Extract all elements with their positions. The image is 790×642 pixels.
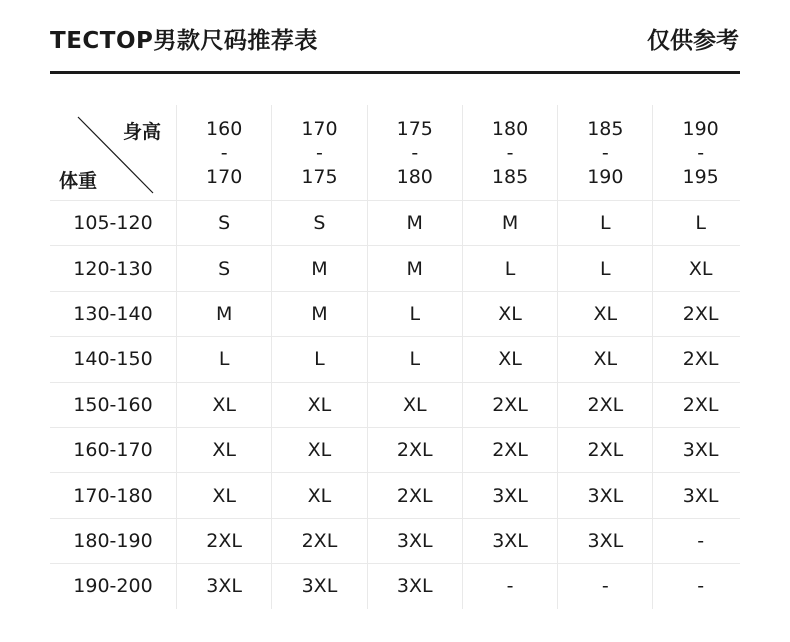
size-cell: L [652, 201, 747, 245]
height-range-to: 195 [682, 166, 719, 188]
height-range-header [176, 105, 271, 200]
size-cell: 3XL [652, 428, 747, 472]
size-cell: XL [557, 337, 652, 381]
height-range-from: 190 [682, 118, 719, 140]
height-range-header [557, 105, 652, 200]
height-range-header [652, 105, 747, 200]
height-range-sep: - [220, 142, 228, 164]
weight-range-cell: 105-120 [73, 212, 153, 235]
height-range-from: 180 [491, 118, 529, 140]
size-cell: - [557, 564, 652, 608]
weight-range-cell: 160-170 [73, 439, 153, 462]
size-cell: XL [462, 292, 557, 336]
size-cell: XL [271, 473, 366, 517]
size-cell: 3XL [176, 564, 271, 608]
reference-note: 仅供参考 [647, 28, 739, 54]
size-cell: 2XL [271, 519, 366, 563]
weight-range-cell: 120-130 [73, 257, 153, 280]
size-cell: M [271, 246, 366, 290]
page-title: TECTOP男款尺码推荐表 [50, 28, 318, 54]
height-range-sep: - [506, 142, 514, 164]
table-row [50, 200, 740, 245]
height-range-sep: - [411, 142, 419, 164]
size-cell: 3XL [557, 519, 652, 563]
size-cell: 2XL [557, 428, 652, 472]
size-cell: XL [652, 246, 747, 290]
size-cell: 2XL [462, 383, 557, 427]
size-cell: - [652, 519, 747, 563]
size-cell: XL [271, 428, 366, 472]
size-cell: 3XL [462, 519, 557, 563]
height-range-sep: - [601, 142, 609, 164]
table-row [50, 291, 740, 336]
size-cell: S [271, 201, 366, 245]
table-row [50, 336, 740, 381]
size-cell: XL [271, 383, 366, 427]
height-range-to: 180 [396, 166, 433, 188]
height-range-sep: - [697, 142, 705, 164]
size-cell: 2XL [652, 337, 747, 381]
size-cell: 3XL [557, 473, 652, 517]
size-cell: XL [176, 428, 271, 472]
size-cell: M [271, 292, 366, 336]
size-cell: L [557, 246, 652, 290]
height-range-to: 170 [206, 166, 243, 188]
size-cell: M [462, 201, 557, 245]
size-cell: S [176, 246, 271, 290]
table-row [50, 518, 740, 563]
size-cell: 2XL [652, 383, 747, 427]
weight-range-cell: 190-200 [73, 575, 153, 598]
corner-header [50, 105, 176, 200]
weight-range-cell: 170-180 [73, 484, 153, 507]
weight-axis-label: 体重 [59, 170, 98, 192]
weight-range-cell: 130-140 [73, 302, 153, 325]
size-cell: XL [176, 383, 271, 427]
height-range-from: 160 [206, 118, 243, 140]
size-cell: 2XL [176, 519, 271, 563]
height-axis-label: 身高 [123, 121, 162, 143]
height-range-to: 190 [587, 166, 624, 188]
weight-range-cell: 150-160 [73, 393, 153, 416]
size-cell: S [176, 201, 271, 245]
size-cell: XL [462, 337, 557, 381]
size-cell: M [367, 246, 462, 290]
height-range-to: 185 [491, 166, 529, 188]
size-cell: XL [176, 473, 271, 517]
size-cell: - [652, 564, 747, 608]
size-cell: 2XL [652, 292, 747, 336]
table-row [50, 245, 740, 290]
header-row [50, 105, 740, 200]
size-cell: 2XL [367, 428, 462, 472]
size-chart-table [50, 105, 740, 609]
size-cell: L [557, 201, 652, 245]
size-cell: 3XL [652, 473, 747, 517]
size-cell: 2XL [367, 473, 462, 517]
height-range-header [462, 105, 557, 200]
size-cell: 2XL [462, 428, 557, 472]
size-cell: L [367, 292, 462, 336]
height-range-from: 170 [301, 118, 338, 140]
size-cell: L [271, 337, 366, 381]
height-range-header [367, 105, 462, 200]
size-cell: - [462, 564, 557, 608]
size-cell: 2XL [557, 383, 652, 427]
size-cell: 3XL [462, 473, 557, 517]
height-range-from: 185 [587, 118, 624, 140]
size-cell: M [176, 292, 271, 336]
size-cell: L [176, 337, 271, 381]
size-cell: 3XL [367, 564, 462, 608]
table-row [50, 382, 740, 427]
size-cell: L [367, 337, 462, 381]
height-range-header [271, 105, 366, 200]
height-range-sep: - [316, 142, 323, 164]
size-cell: 3XL [367, 519, 462, 563]
weight-range-cell: 140-150 [73, 348, 153, 371]
size-cell: XL [367, 383, 462, 427]
table-row [50, 472, 740, 517]
height-range-from: 175 [396, 118, 433, 140]
size-cell: 3XL [271, 564, 366, 608]
title-divider [50, 71, 740, 74]
size-cell: XL [557, 292, 652, 336]
height-range-to: 175 [301, 166, 338, 188]
table-row [50, 427, 740, 472]
table-row [50, 563, 740, 608]
weight-range-cell: 180-190 [73, 529, 153, 552]
size-cell: M [367, 201, 462, 245]
size-cell: L [462, 246, 557, 290]
